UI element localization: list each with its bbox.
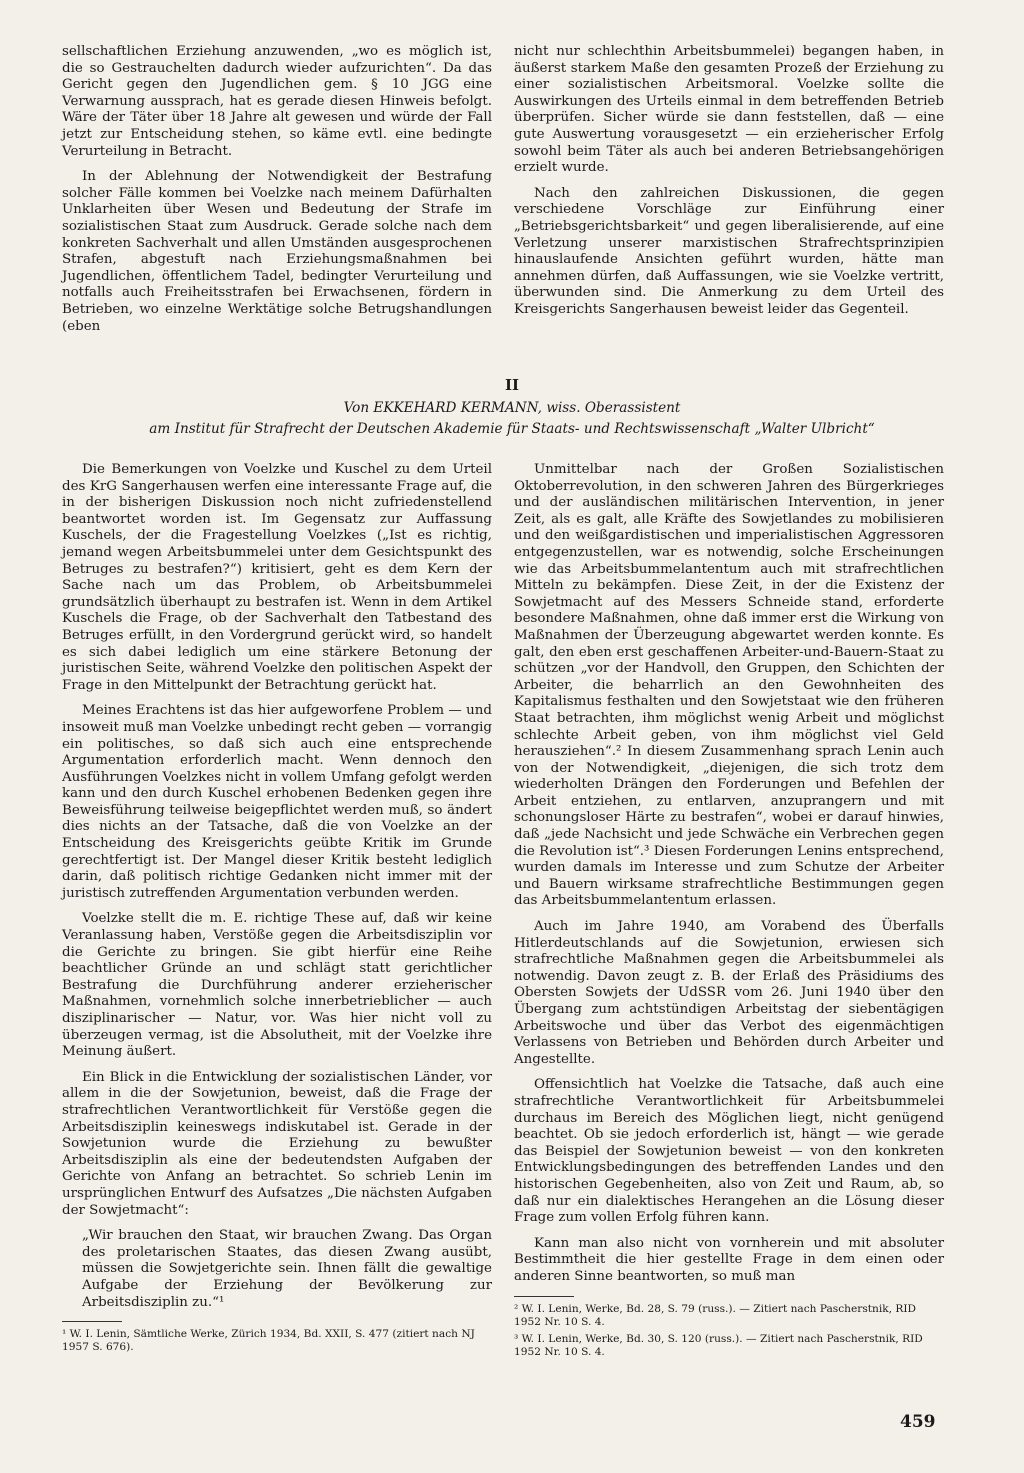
article-left-column xyxy=(62,462,492,1354)
paragraph: Voelzke stellt die m. E. richtige These auf, daß wir keine Veranlassung haben, Verstöße gegen die Arbeitsdisziplin vor die Gerichte zu bringen. Sie gibt hierfür eine Reihe beachtlicher Gründe an und schlägt statt gerichtlicher Bestrafung die Durchführung anderer erzieherischer Maßnahmen, vornehmlich solche innerbetrieblicher — auch disziplinarischer — Natur, vor. Was hier nicht voll zu überzeugen vermag, ist die Absolutheit, mit der Voelzke ihre Meinung äußert. xyxy=(62,911,492,1060)
article-columns xyxy=(62,462,944,1358)
section-number: II xyxy=(504,376,520,394)
paragraph: Die Bemerkungen von Voelzke und Kuschel zu dem Urteil des KrG Sangerhausen werfen eine interessante Frage auf, die in der bisherigen Diskussion noch nicht zufriedenstellend beantwortet worden ist. Im Gegensatz zur Auffassung Kuschels, der die Fragestellung Voelzkes („Ist es richtig, jemand wegen Arbeitsbummelei unter dem Gesichtspunkt des Betruges zu bestrafen?“) kritisiert, geht es dem Kern der Sache nach um das Problem, ob Arbeitsbummelei grundsätzlich überhaupt zu bestrafen ist. Wenn in dem Artikel Kuschels die Frage, ob der Sachverhalt den Tatbestand des Betruges erfüllt, in den Vordergrund gerückt wird, so handelt es sich dabei lediglich um eine stärkere Betonung der juristischen Seite, während Voelzke den politischen Aspekt der Frage in den Mittelpunkt der Betrachtung gerückt hat. xyxy=(62,462,492,693)
paragraph: Meines Erachtens ist das hier aufgeworfene Problem — und insoweit muß man Voelzke unbedingt recht geben — vorrangig ein politisches, so daß sich auch eine entsprechende Argumentation erforderlich macht. Wenn dennoch den Ausführungen Voelzkes nicht in vollem Umfang gefolgt werden kann und den durch Kuschel erhobenen Bedenken gegen ihre Beweisführung teilweise beigepflichtet werden muß, so ändert dies nichts an der Tatsache, daß die von Voelzke an der Entscheidung des Kreisgerichts geübte Kritik im Grunde gerechtfertigt ist. Der Mangel dieser Kritik besteht lediglich darin, daß politisch richtige Gedanken nicht immer mit der juristisch zutreffenden Argumentation verbunden werden. xyxy=(62,703,492,901)
article-right-column xyxy=(514,462,944,1358)
paragraph: Unmittelbar nach der Großen Sozialistischen Oktoberrevolution, in den schweren Jahren des Bürgerkrieges und der ausländischen militärischen Intervention, in jener Zeit, als es galt, alle Kräfte des Sowjetlandes zu mobilisieren und den weißgardistischen und imperialistischen Aggressoren entgegenzustellen, war es notwendig, solche Erscheinungen wie das Arbeitsbummelantentum auch mit strafrechtlichen Mitteln zu bekämpfen. Diese Zeit, in der die Existenz der Sowjetmacht auf des Messers Schneide stand, erforderte besondere Maßnahmen, ohne daß immer erst die Wirkung von Maßnahmen der Überzeugung abgewartet werden konnte. Es galt, den eben erst geschaffenen Arbeiter-und-Bauern-Staat zu schützen „vor der Handvoll, den Gruppen, den Schichten der Arbeiter, die beharrlich an den Gewohnheiten des Kapitalismus festhalten und den Sowjetstaat wie den früheren Staat betrachten, ihm möglichst wenig Arbeit und möglichst schlechte Arbeit geben, von ihm möglichst viel Geld herausziehen“.² In diesem Zusammenhang sprach Lenin auch von der Notwendigkeit, „diejenigen, die sich trotz dem wiederholten Drängen den Forderungen und Befehlen der Arbeit entziehen, zu entlarven, anzuprangern und mit schonungsloser Härte zu bestrafen“, wobei er darauf hinwies, daß „jede Nachsicht und jede Schwäche ein Verbrechen gegen die Revolution ist“.³ Diesen Forderungen Lenins entsprechend, wurden damals im Interesse und zum Schutze der Arbeiter und Bauern wirksame strafrechtliche Bestimmungen gegen das Arbeitsbummelantentum erlassen. xyxy=(514,462,944,909)
paragraph: Ein Blick in die Entwicklung der sozialistischen Länder, vor allem in die der Sowjetunion, beweist, daß die Frage der strafrechtlichen Verantwortlichkeit für Verstöße gegen die Arbeitsdisziplin keineswegs indiskutabel ist. Gerade in der Sowjetunion wurde die Erziehung zu bewußter Arbeitsdisziplin als eine der bedeutendsten Aufgaben der Gerichte von Anfang an betrachtet. So schrieb Lenin im ursprünglichen Entwurf des Aufsatzes „Die nächsten Aufgaben der Sowjetmacht“: xyxy=(62,1069,492,1218)
lenin-quote: „Wir brauchen den Staat, wir brauchen Zwang. Das Organ des proletarischen Staates, das diesen Zwang ausübt, müssen die Sowjetgerichte sein. Ihnen fällt die gewaltige Aufgabe der Erziehung der Bevölkerung zur Arbeitsdisziplin zu.“¹ xyxy=(82,1228,492,1310)
footnote: ³ W. I. Lenin, Werke, Bd. 30, S. 120 (russ.). — Zitiert nach Pascherstnik, RID 1952 Nr. 10 S. 4. xyxy=(514,1332,923,1358)
footnote: ² W. I. Lenin, Werke, Bd. 28, S. 79 (russ.). — Zitiert nach Pascherstnik, RID 1952 Nr. 10 S. 4. xyxy=(514,1302,917,1328)
paragraph: sellschaftlichen Erziehung anzuwenden, „wo es möglich ist, die so Gestrauchelten dadurch wieder aufzurichten“. Da das Gericht gegen den Jugendlichen gem. § 10 JGG eine Verwarnung aussprach, hat es gerade diesen Hinweis befolgt. Wäre der Täter über 18 Jahre alt gewesen und würde der Fall jetzt zur Entscheidung stehen, so käme evtl. eine bedingte Verurteilung in Betracht. xyxy=(62,44,492,159)
top-left-column xyxy=(62,44,492,374)
paragraph: Nach den zahlreichen Diskussionen, die gegen verschiedene Vorschläge zur Einführung einer „Betriebsgerichtsbarkeit“ und gegen liberalisierende, auf eine Verletzung unserer marxistischen Strafrechtsprinzipien hinauslaufende Ansichten geführt wurden, hätte man annehmen dürfen, daß Auffassungen, wie sie Voelzke vertritt, überwunden sind. Die Anmerkung zu dem Urteil des Kreisgerichts Sangerhausen beweist leider das Gegenteil. xyxy=(514,185,944,317)
top-right-column xyxy=(514,44,944,374)
top-columns xyxy=(62,44,944,374)
page-number: 459 xyxy=(900,1412,936,1432)
footnote-divider xyxy=(514,1296,574,1297)
paragraph: Auch im Jahre 1940, am Vorabend des Überfalls Hitlerdeutschlands auf die Sowjetunion, erwiesen sich strafrechtliche Maßnahmen gegen die Arbeitsbummelei als notwendig. Davon zeugt z. B. der Erlaß des Präsidiums des Obersten Sowjets der UdSSR vom 26. Juni 1940 über den Übergang zum achtstündigen Arbeitstag der siebentägigen Arbeitswoche und über das Verbot des eigenmächtigen Verlassens von Betrieben und Behörden durch Arbeiter und Angestellte. xyxy=(514,919,944,1067)
footnote: ¹ W. I. Lenin, Sämtliche Werke, Zürich 1934, Bd. XXII, S. 477 (zitiert nach NJ 1957 S. 676). xyxy=(62,1328,475,1354)
paragraph: nicht nur schlechthin Arbeitsbummelei) begangen haben, in äußerst starkem Maße den gesamten Prozeß der Erziehung zu einer sozialistischen Arbeitsmoral. Voelzke sollte die Auswirkungen des Urteils einmal in dem betreffenden Betrieb überprüfen. Sicher würde sie dann feststellen, daß — eine gute Auswertung vorausgesetzt — ein erzieherischer Erfolg sowohl beim Täter als auch bei anderen Betriebsangehörigen erzielt wurde. xyxy=(514,44,944,176)
paragraph: In der Ablehnung der Notwendigkeit der Bestrafung solcher Fälle kommen bei Voelzke nach meinem Dafürhalten Unklarheiten über Wesen und Bedeutung der Strafe im sozialistischen Staat zum Ausdruck. Gerade solche nach dem konkreten Sachverhalt und allen Umständen ausgesprochenen Strafen, abgestuft nach Erziehungsmaßnahmen bei Jugendlichen, öffentlichem Tadel, bedingter Verurteilung und notfalls auch Freiheitsstrafen bei Erwachsenen, fördern in Betrieben, wo einzelne Werktätige solche Betrugshandlungen (eben xyxy=(62,169,492,334)
author-byline: Von EKKEHARD KERMANN, wiss. Oberassistent xyxy=(343,400,681,416)
author-affiliation: am Institut für Strafrecht der Deutschen Akademie für Staats- und Rechtswissenschaft „Walter Ulbricht“ xyxy=(149,421,875,437)
paragraph: Kann man also nicht von vornherein und mit absoluter Bestimmtheit die hier gestellte Frage in dem einen oder anderen Sinne beantworten, so muß man xyxy=(514,1235,944,1284)
footnote-divider xyxy=(62,1321,122,1322)
paragraph: Offensichtlich hat Voelzke die Tatsache, daß auch eine strafrechtliche Verantwortlichkeit für Arbeitsbummelei durchaus im Bereich des Möglichen liegt, nicht genügend beachtet. Ob sie jedoch erforderlich ist, hängt — wie gerade das Beispiel der Sowjetunion beweist — von den konkreten Entwicklungsbedingungen des betreffenden Landes und den historischen Gegebenheiten, also von Zeit und Raum, ab, so daß nur ein dialektisches Herangehen an die Lösung dieser Frage zum vollen Erfolg führen kann. xyxy=(514,1077,944,1226)
